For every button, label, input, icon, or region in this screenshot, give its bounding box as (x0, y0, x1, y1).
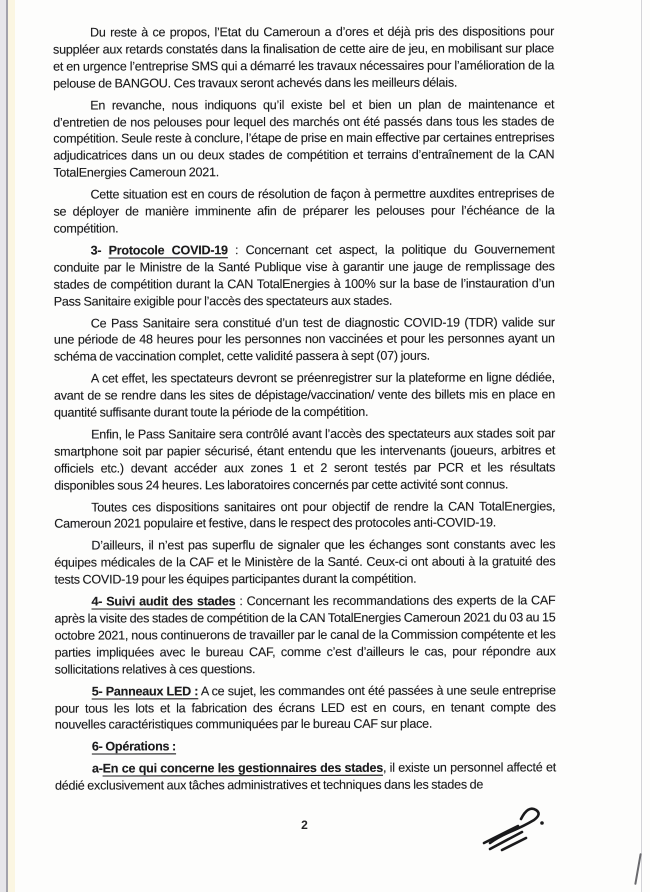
paragraph-text: Cette situation est en cours de résolution de façon à permettre auxdites entreprises de se déployer de manière imminente afin de préparer les pelouses pour l’échéance de la compétition. (53, 186, 555, 236)
paragraph-text: Du reste à ce propos, l’Etat du Cameroun a d’ores et déjà pris des dispositions pour suppléer aux retards constatés dans la finalisation de cette aire de jeu, en mobilisant sur place et en urgence l’entreprise SMS qui a démarré les travaux nécessaires pour l’amélioration de la pelouse de BANGOU. Ces travaux seront achevés dans les meilleurs délais. (53, 24, 555, 91)
paragraph-text: Toutes ces dispositions sanitaires ont pour objectif de rendre la CAN TotalEnergies, Cameroun 2021 populaire et festive, dans le respect des protocoles anti-COVID-19. (54, 498, 556, 532)
page-number: 2 (301, 818, 308, 832)
paragraph-text: A ce sujet, les commandes ont été passées à une seule entreprise pour tous les lots et la fabrication des écrans LED est en cours, en tenant compte des nouvelles caractéristiques communiquées par le bureau CAF sur place. (54, 682, 556, 733)
paragraph (54, 592, 555, 678)
paragraph (54, 241, 555, 310)
paragraph (55, 682, 556, 734)
paragraph-text: D’ailleurs, il n’est pas superflu de signaler que les échanges sont constants avec les équipes médicales de la CAF et le Ministère de la Santé. Ceux-ci ont abouti à la gratuité des tests COVID-19 pour les équipes participantes durant la compétition. (54, 537, 556, 587)
section-heading: 5- Panneaux LED : (91, 683, 199, 699)
paragraph (53, 186, 554, 238)
paragraph-text: Ce Pass Sanitaire sera constitué d’un test de diagnostic COVID-19 (TDR) valide sur une période de 48 heures pour les personnes non vaccinées et pour les personnes ayant un schéma de vaccination complet, cette validité passera à sept (07) jours. (53, 314, 555, 364)
section-heading: 6- Opérations : (91, 739, 177, 754)
paragraph-text: : Concernant cet aspect, la politique du Gouvernement conduite par le Ministre de la Santé Publique vise à garantir une jauge de remplissage des stades de compétition durant la CAN TotalEnergies à 100% sur la base de l’instauration d’un Pass Sanitaire exigible pour l’accès des spectateurs aux stades. (53, 242, 555, 309)
section-heading: Protocole COVID-19 (108, 243, 228, 258)
paragraph-text: 3- (90, 243, 109, 258)
paragraph (54, 498, 555, 533)
paragraph (54, 537, 555, 589)
paragraph-text: Enfin, le Pass Sanitaire sera contrôlé avant l’accès des spectateurs aux stades soit par smartphone soit par papier sécurisé, étant entendu que les intervenants (joueurs, arbitres et officiels etc.) devant accéder aux zones 1 et 2 seront testés par PCR et les résultats disponibles sous 24 heures. Les laboratoires concernés par cette activité sont connus. (54, 426, 556, 493)
signature-mark (468, 803, 548, 855)
section-heading: 4- Suivi audit des stades (91, 594, 236, 609)
paragraph-text: A cet effet, les spectateurs devront se préenregistrer sur la plateforme en ligne dédiée, avant de se rendre dans les sites de dépistage/vaccination/ vente des billets mis en place en quantité suffisante durant toute la période de la compétition. (53, 370, 555, 420)
paragraph (54, 370, 555, 422)
paragraph-text: En revanche, nous indiquons qu’il existe bel et bien un plan de maintenance et d’entretien de nos pelouses pour lequel des marchés ont été passés dans tous les stades de compétition. Seule reste à conclure, l’étape de prise en main effective par certaines entreprises adjudicatrices dans un ou deux stades de compétition et terrains d’entraînement de la CAN TotalEnergies Cameroun 2021. (53, 96, 555, 180)
paragraph (55, 760, 556, 795)
paragraph-text: , il existe un personnel affecté et dédié exclusivement aux tâches administratives et techniques dans les stades de (54, 760, 556, 793)
paragraph-text: a- (91, 761, 103, 776)
paragraphs-container (53, 23, 556, 799)
paragraph (53, 96, 554, 182)
paragraph (54, 425, 555, 494)
paragraph-text: : Concernant les recommandations des experts de la CAF après la visite des stades de compétition de la CAN TotalEnergies Cameroun 2021 du 03 au 15 octobre 2021, nous continuerons de travailler par le canal de la Commission compétente et les parties impliquées avec le bureau CAF, comme c’est d’ailleurs le cas, pour répondre aux sollicitations relatives à ces questions. (54, 593, 556, 677)
paragraph (55, 738, 556, 756)
scrollbar-track[interactable] (637, 0, 646, 892)
section-heading: En ce qui concerne les gestionnaires des stades (102, 761, 383, 776)
scan-cream-strip (8, 0, 15, 892)
paragraph (54, 314, 555, 366)
paragraph (53, 23, 554, 92)
